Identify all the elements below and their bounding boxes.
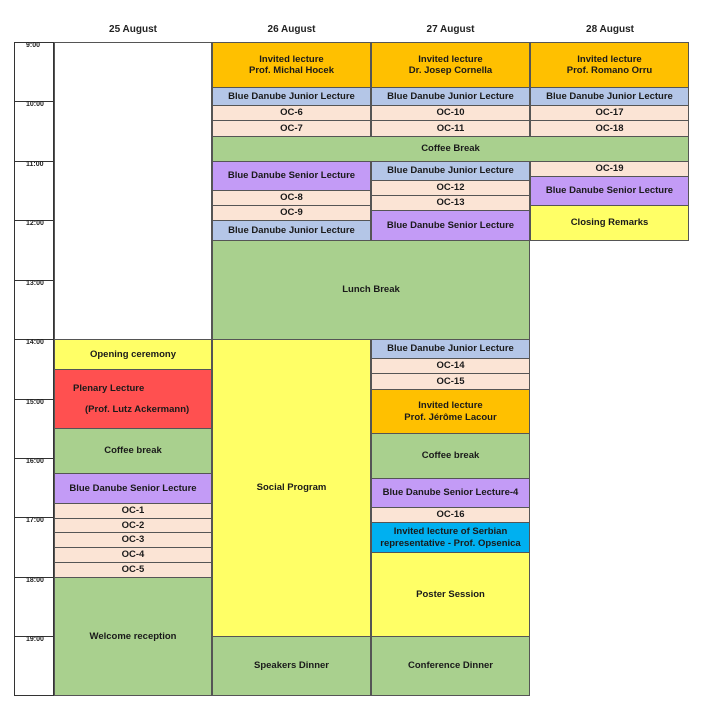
- oc-3: OC-3: [54, 532, 212, 548]
- hour-label-9: 9:00: [26, 42, 41, 49]
- oc-14: OC-14: [371, 358, 530, 374]
- oc-15: OC-15: [371, 373, 530, 390]
- closing-remarks: Closing Remarks: [530, 205, 689, 241]
- oc-18: OC-18: [530, 120, 689, 137]
- plenary-lecture: Plenary Lecture (Prof. Lutz Ackermann): [54, 369, 212, 429]
- hour-label-18: 18:00: [26, 577, 44, 584]
- welcome-reception: Welcome reception: [54, 577, 212, 696]
- bd-junior-lecture-27b: Blue Danube Junior Lecture: [371, 161, 530, 181]
- social-program: Social Program: [212, 339, 371, 637]
- empty-slot-25-august: [54, 42, 212, 340]
- invited-lecture-serbian: Invited lecture of Serbian representative - Prof. Opsenica: [371, 522, 530, 553]
- bd-senior-lecture-4: Blue Danube Senior Lecture-4: [371, 478, 530, 508]
- invited-lecture-cornella: Invited lecture Dr. Josep Cornella: [371, 42, 530, 88]
- hour-label-14: 14:00: [26, 339, 44, 346]
- hour-label-10: 10:00: [26, 101, 44, 108]
- speakers-dinner: Speakers Dinner: [212, 636, 371, 696]
- hour-label-17: 17:00: [26, 517, 44, 524]
- hour-label-13: 13:00: [26, 280, 44, 287]
- oc-2: OC-2: [54, 518, 212, 533]
- oc-13: OC-13: [371, 195, 530, 211]
- bd-junior-lecture-26b: Blue Danube Junior Lecture: [212, 220, 371, 241]
- invited-lecture-orru: Invited lecture Prof. Romano Orru: [530, 42, 689, 88]
- opening-ceremony: Opening ceremony: [54, 339, 212, 370]
- coffee-break-25: Coffee break: [54, 428, 212, 474]
- coffee-break-27: Coffee break: [371, 433, 530, 479]
- bd-junior-lecture-27: Blue Danube Junior Lecture: [371, 87, 530, 106]
- invited-lecture-lacour: Invited lecture Prof. Jérôme Lacour: [371, 389, 530, 434]
- hour-label-11: 11:00: [26, 161, 44, 168]
- hour-label-12: 12:00: [26, 220, 44, 227]
- oc-11: OC-11: [371, 120, 530, 137]
- day-header-26-august: 26 August: [267, 24, 316, 35]
- oc-5: OC-5: [54, 562, 212, 578]
- bd-junior-lecture-28: Blue Danube Junior Lecture: [530, 87, 689, 106]
- lunch-break: Lunch Break: [212, 240, 530, 340]
- day-header-25-august: 25 August: [109, 24, 157, 35]
- hour-label-19: 19:00: [26, 636, 44, 643]
- invited-lecture-hocek: Invited lecture Prof. Michal Hocek: [212, 42, 371, 88]
- bd-junior-lecture-26: Blue Danube Junior Lecture: [212, 87, 371, 106]
- bd-senior-lecture-28: Blue Danube Senior Lecture: [530, 176, 689, 206]
- oc-19: OC-19: [530, 161, 689, 177]
- oc-10: OC-10: [371, 105, 530, 121]
- bd-senior-lecture-26: Blue Danube Senior Lecture: [212, 161, 371, 191]
- oc-12: OC-12: [371, 180, 530, 196]
- bd-junior-lecture-27c: Blue Danube Junior Lecture: [371, 339, 530, 359]
- oc-6: OC-6: [212, 105, 371, 121]
- hour-label-16: 16:00: [26, 458, 44, 465]
- oc-8: OC-8: [212, 190, 371, 206]
- oc-16: OC-16: [371, 507, 530, 523]
- conference-dinner: Conference Dinner: [371, 636, 530, 696]
- oc-17: OC-17: [530, 105, 689, 121]
- oc-4: OC-4: [54, 547, 212, 563]
- bd-senior-lecture-25: Blue Danube Senior Lecture: [54, 473, 212, 504]
- oc-7: OC-7: [212, 120, 371, 137]
- day-header-27-august: 27 August: [426, 24, 475, 35]
- day-header-28-august: 28 August: [586, 24, 634, 35]
- oc-1: OC-1: [54, 503, 212, 519]
- oc-9: OC-9: [212, 205, 371, 221]
- coffee-break-26-27: Coffee Break: [212, 136, 689, 162]
- time-column: [14, 42, 54, 696]
- poster-session: Poster Session: [371, 552, 530, 637]
- hour-label-15: 15:00: [26, 399, 44, 406]
- bd-senior-lecture-27: Blue Danube Senior Lecture: [371, 210, 530, 241]
